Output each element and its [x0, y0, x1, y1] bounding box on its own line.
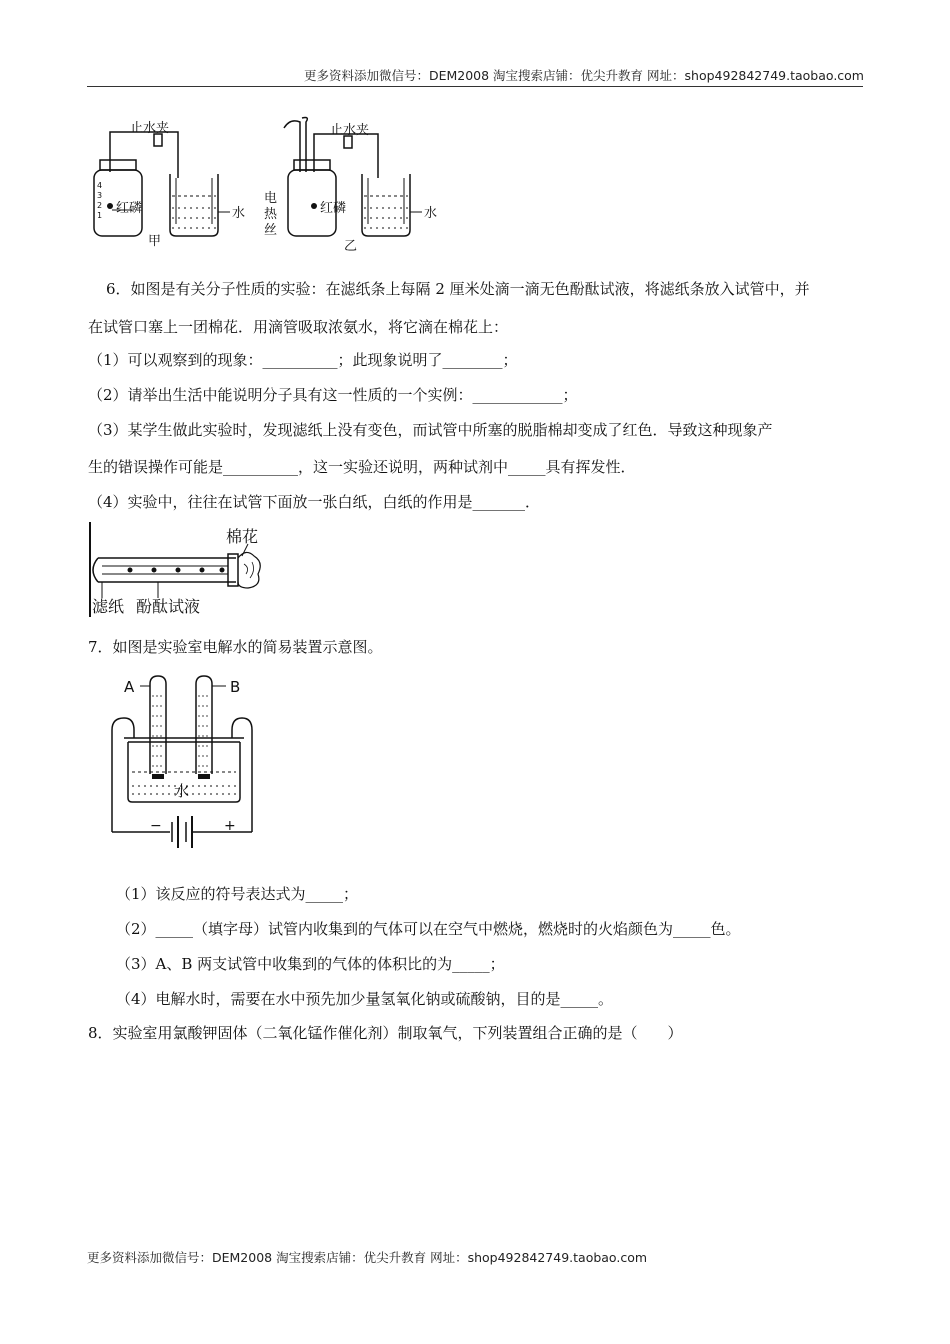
- scale-4: 4: [97, 181, 103, 190]
- page-header: 更多资料添加微信号：DEM2008 淘宝搜索店铺：优尖升教育 网址：shop492842749.taobao.com: [303, 68, 864, 83]
- q6-part2: （2）请举出生活中能说明分子具有这一性质的一个实例：____________；: [88, 386, 578, 404]
- header-rule: [87, 86, 863, 87]
- q6-part3-line2: 生的错误操作可能是__________，这一实验还说明，两种试剂中_____具有挥发性．: [88, 458, 636, 476]
- phosphorus-label-left: 红磷: [116, 201, 143, 216]
- q7-part4: （4）电解水时，需要在水中预先加少量氢氧化钠或硫酸钠，目的是_____。: [116, 990, 614, 1008]
- q6-part3-line1: （3）某学生做此实验时，发现滤纸上没有变色，而试管中所塞的脱脂棉却变成了红色．导致这种现象产: [88, 421, 773, 439]
- label-water: 水: [174, 782, 190, 800]
- figure-electrolysis: [110, 672, 270, 856]
- q6-stem-line2: 在试管口塞上一团棉花．用滴管吸取浓氨水，将它滴在棉花上：: [88, 318, 509, 336]
- phosphorus-label-right: 红磷: [320, 201, 347, 216]
- label-minus: −: [150, 818, 162, 834]
- wire-char-3: 丝: [264, 223, 278, 238]
- clamp-label-left: 止水夹: [130, 121, 170, 136]
- label-jia: 甲: [148, 234, 162, 249]
- label-plus: +: [224, 818, 236, 834]
- q6-part4: （4）实验中，往往在试管下面放一张白纸，白纸的作用是_______．: [88, 493, 541, 511]
- scale-3: 3: [97, 191, 103, 200]
- label-yi: 乙: [344, 239, 358, 252]
- label-filter-paper: 滤纸: [92, 597, 125, 616]
- wire-char-1: 电: [264, 191, 278, 206]
- scale-1: 1: [97, 211, 103, 220]
- page-footer: 更多资料添加微信号：DEM2008 淘宝搜索店铺：优尖升教育 网址：shop492842749.taobao.com: [87, 1250, 648, 1265]
- label-cotton: 棉花: [226, 527, 259, 546]
- water-label-left: 水: [232, 206, 246, 221]
- label-tube-b: B: [230, 678, 241, 696]
- q7-part3: （3）A、B 两支试管中收集到的气体的体积比的为_____；: [116, 955, 505, 973]
- wire-char-2: 热: [264, 207, 278, 222]
- figure-test-tube: [88, 522, 278, 617]
- label-phenolphthalein: 酚酞试液: [136, 597, 201, 616]
- label-tube-a: A: [124, 678, 135, 696]
- water-label-right: 水: [424, 206, 438, 221]
- clamp-label-right: 止水夹: [330, 123, 370, 138]
- q7-stem: 7．如图是实验室电解水的简易装置示意图。: [88, 638, 383, 656]
- q7-part2: （2）_____（填字母）试管内收集到的气体可以在空气中燃烧，燃烧时的火焰颜色为_____色。: [116, 920, 741, 938]
- scale-2: 2: [97, 201, 103, 210]
- figure-phosphorus-apparatus: [88, 112, 448, 252]
- q8-stem: 8．实验室用氯酸钾固体（二氧化锰作催化剂）制取氧气，下列装置组合正确的是（ ）: [88, 1024, 683, 1042]
- q7-part1: （1）该反应的符号表达式为_____；: [116, 885, 359, 903]
- q6-stem-line1: 6．如图是有关分子性质的实验：在滤纸条上每隔 2 厘米处滴一滴无色酚酞试液，将滤纸条放入试管中，并: [106, 280, 810, 298]
- q6-part1: （1）可以观察到的现象：__________；此现象说明了________；: [88, 351, 518, 369]
